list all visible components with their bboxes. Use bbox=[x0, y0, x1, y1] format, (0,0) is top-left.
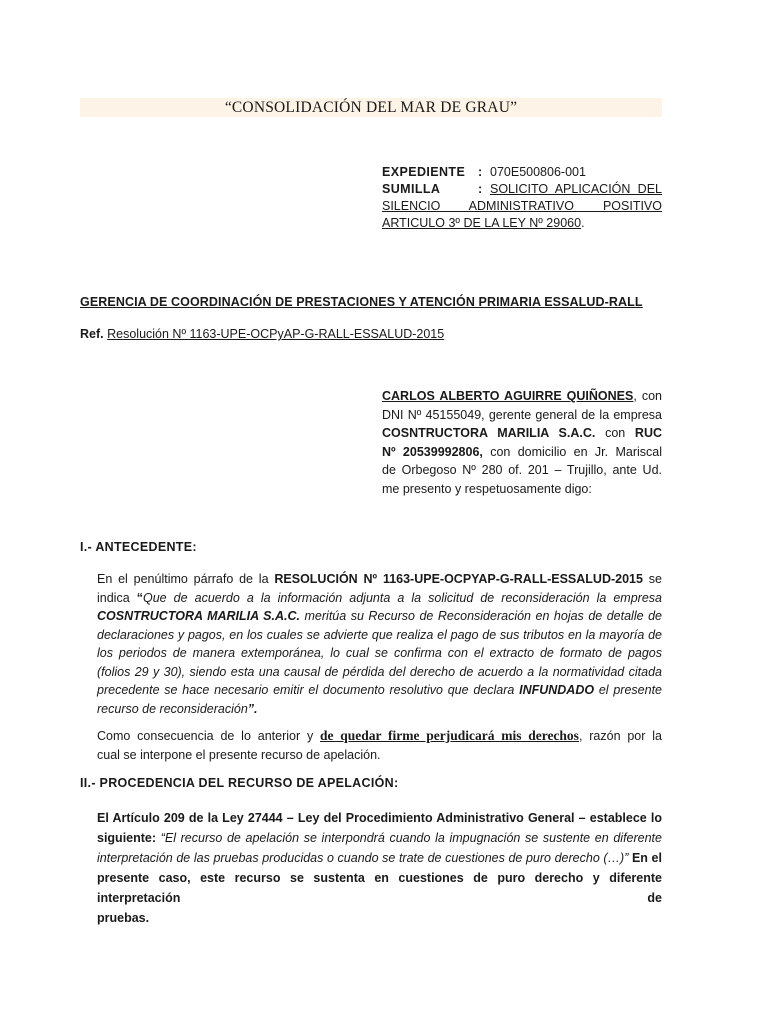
p1-company: COSNTRUCTORA MARILIA S.A.C. bbox=[97, 609, 300, 623]
p1-line-4: declaraciones y pagos, en los cuales se advierte que realiza el pago de sus tributos en la mayoría de bbox=[97, 627, 662, 642]
expediente-value: 070E500806-001 bbox=[490, 165, 586, 179]
party-line-4 bbox=[382, 443, 662, 462]
p3-line-3 bbox=[97, 848, 662, 868]
section-1-heading: I.- ANTECEDENTE: bbox=[80, 540, 197, 554]
p3-quote-1: “El recurso de apelación se interpondrá cuando la impugnación se sustente en diferente bbox=[160, 831, 662, 845]
sumilla-label: SUMILLA bbox=[382, 182, 441, 196]
sumilla-line-2 bbox=[382, 198, 662, 215]
party-line-1-rest: , con bbox=[633, 389, 662, 403]
p2-a1: Como consecuencia de lo anterior y bbox=[97, 729, 321, 743]
p2-a3: , razón por la bbox=[578, 729, 662, 743]
sumilla-line-1 bbox=[382, 181, 662, 198]
section-1-paragraph-2 bbox=[97, 727, 662, 764]
p1-close-quote: ”. bbox=[247, 701, 258, 716]
p1-a1: En el penúltimo párrafo de la bbox=[97, 572, 269, 586]
p2-emphasis: de quedar firme perjudicará mis derechos bbox=[320, 728, 579, 743]
section-1-paragraph-1 bbox=[97, 570, 662, 718]
p1-b3: Que de acuerdo a la información adjunta a la solicitud de reconsideración la empresa bbox=[142, 590, 662, 605]
p1-line-3 bbox=[97, 607, 662, 626]
reference-value: Resolución Nº 1163-UPE-OCPyAP-G-RALL-ESSALUD-2015 bbox=[107, 327, 445, 341]
sumilla-line-3 bbox=[382, 215, 662, 232]
reference-line bbox=[80, 327, 444, 341]
p1-line-7 bbox=[97, 681, 662, 700]
party-line-4-rest: con domicilio en Jr. Mariscal bbox=[490, 444, 662, 459]
p1-line-8 bbox=[97, 700, 662, 719]
sumilla-text-2: SILENCIO ADMINISTRATIVO POSITIVO bbox=[382, 199, 662, 213]
p1-line-2 bbox=[97, 589, 662, 608]
p3-c2: En el bbox=[631, 851, 662, 865]
case-block bbox=[382, 164, 662, 232]
sumilla-text-3: ARTICULO 3º DE LA LEY Nº 29060 bbox=[382, 216, 582, 230]
p1-infundado: INFUNDADO bbox=[519, 683, 595, 697]
party-line-5: de Orbegoso Nº 280 of. 201 – Trujillo, ante Ud. bbox=[382, 463, 662, 477]
expediente-line bbox=[382, 164, 662, 181]
p1-resolution: RESOLUCIÓN Nº 1163-UPE-OCPYAP-G-RALL-ESSALUD-2015 bbox=[274, 572, 643, 586]
p1-open-quote: “ bbox=[136, 590, 143, 605]
p3-line-4: presente caso, este recurso se sustenta en cuestiones de puro derecho y diferente interpretación de bbox=[97, 871, 662, 905]
party-line-6: me presento y respetuosamente digo: bbox=[382, 481, 592, 496]
party-ruc-number: Nº 20539992806, bbox=[382, 444, 483, 459]
p1-c2: meritúa su Recurso de Reconsideración en hojas de detalle de bbox=[304, 609, 662, 623]
sumilla-colon: : bbox=[478, 182, 483, 196]
p1-h1: recurso de reconsideración bbox=[97, 701, 248, 716]
addressee-heading: GERENCIA DE COORDINACIÓN DE PRESTACIONES Y ATENCIÓN PRIMARIA ESSALUD-RALL bbox=[80, 295, 643, 309]
p1-g1: precedente se hace necesario emitir el documento resolutivo que declara bbox=[97, 683, 515, 697]
party-line-1 bbox=[382, 387, 662, 406]
party-line-3-mid: con bbox=[605, 426, 626, 440]
p1-b1: indica bbox=[97, 590, 130, 605]
reference-label: Ref. bbox=[80, 327, 104, 341]
party-company: COSNTRUCTORA MARILIA S.A.C. bbox=[382, 426, 596, 440]
party-block bbox=[382, 387, 662, 498]
p3-line-2 bbox=[97, 828, 662, 848]
section-2-paragraph bbox=[97, 808, 662, 928]
party-line-2: DNI Nº 45155049, gerente general de la empresa bbox=[382, 407, 662, 422]
p2-line-1 bbox=[97, 727, 662, 746]
p3-line-5: pruebas. bbox=[97, 911, 150, 925]
p2-line-2: cual se interpone el presente recurso de apelación. bbox=[97, 747, 381, 762]
sumilla-end: . bbox=[581, 216, 585, 230]
p1-line-1 bbox=[97, 570, 662, 589]
p1-g3: el presente bbox=[598, 683, 662, 697]
party-ruc-label: RUC bbox=[634, 426, 663, 440]
p1-line-6: (folios 29 y 30), siendo esta una causal de pérdida del derecho de acuerdo a la normatividad citada bbox=[97, 664, 662, 679]
expediente-label: EXPEDIENTE bbox=[382, 165, 466, 179]
expediente-colon: : bbox=[478, 165, 483, 179]
p1-line-5: los periodos de manera extemporánea, lo cual se confirma con el extracto de formato de pagos bbox=[97, 646, 662, 660]
p1-a3: se bbox=[648, 572, 662, 586]
p3-quote-2: interpretación de las pruebas producidas o cuando se trate de cuestiones de puro derecho (…)” bbox=[97, 851, 629, 865]
p3-line-1: El Artículo 209 de la Ley 27444 – Ley del Procedimiento Administrativo General – establece lo bbox=[97, 811, 662, 825]
sumilla-text-1: SOLICITO APLICACIÓN DEL bbox=[490, 182, 662, 196]
party-line-3 bbox=[382, 424, 662, 443]
party-name: CARLOS ALBERTO AGUIRRE QUIÑONES bbox=[382, 389, 634, 403]
document-title: “CONSOLIDACIÓN DEL MAR DE GRAU” bbox=[224, 99, 518, 116]
section-2-heading: II.- PROCEDENCIA DEL RECURSO DE APELACIÓN: bbox=[80, 776, 399, 790]
p3-b1: siguiente: bbox=[97, 831, 157, 845]
